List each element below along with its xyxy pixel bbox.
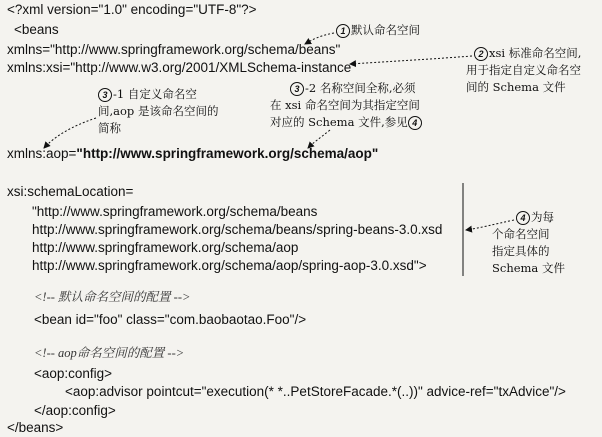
arrow-note-2: [350, 56, 472, 64]
note-2-line-3: 间的 Schema 文件: [466, 80, 566, 94]
note-3-1: 3 -1 自定义命名空: [98, 86, 197, 102]
circled-number-4: 4: [516, 211, 530, 225]
circled-number-1: 1: [336, 24, 350, 38]
xml-declaration: <?xml version="1.0" encoding="UTF-8"?>: [7, 2, 257, 17]
aop-namespace-prefix: xmlns:aop=: [7, 146, 77, 161]
note-1: 1 默认命名空间: [336, 22, 420, 38]
xsi-namespace-line: xmlns:xsi="http://www.w3.org/2001/XMLSchema-instance": [7, 60, 357, 75]
aop-advisor-line: <aop:advisor pointcut="execution(* *..PetStoreFacade.*(..))" advice-ref="txAdvice"/>: [65, 384, 566, 399]
note-3-2-line-2: 在 xsi 命名空间为其指定空间: [270, 98, 420, 112]
circled-number-2: 2: [474, 47, 488, 61]
beans-open-tag: <beans: [14, 22, 59, 37]
aop-config-close: </aop:config>: [34, 403, 116, 418]
arrow-note-1: [305, 33, 334, 44]
note-4-line-4: Schema 文件: [492, 261, 565, 275]
arrow-note-3-2: [308, 130, 330, 148]
aop-config-open: <aop:config>: [34, 366, 113, 381]
schema-location-attr: xsi:schemaLocation=: [7, 184, 134, 199]
schema-location-line-3: http://www.springframework.org/schema/aop: [32, 240, 299, 255]
schema-location-line-4: http://www.springframework.org/schema/aop/spring-aop-3.0.xsd">: [32, 258, 427, 273]
aop-namespace-value: "http://www.springframework.org/schema/aop": [76, 146, 379, 161]
note-3-1-line-3: 简称: [98, 121, 121, 135]
schema-location-line-2: http://www.springframework.org/schema/beans/spring-beans-3.0.xsd: [32, 222, 443, 237]
comment-default-namespace: <!-- 默认命名空间的配置 -->: [34, 290, 191, 304]
note-4: 4 为每: [516, 209, 554, 225]
bean-foo-line: <bean id="foo" class="com.baobaotao.Foo"/>: [34, 312, 307, 327]
circled-number-ref-4: 4: [408, 116, 422, 130]
arrow-note-4: [466, 220, 514, 230]
default-namespace-line: xmlns="http://www.springframework.org/schema/beans": [7, 42, 341, 57]
schema-location-line-1: "http://www.springframework.org/schema/beans: [32, 204, 318, 219]
note-4-line-3: 指定具体的: [492, 244, 550, 258]
circled-number-3-1: 3: [98, 88, 112, 102]
comment-aop-namespace: <!-- aop命名空间的配置 -->: [34, 346, 185, 360]
arrow-note-3-1: [44, 118, 96, 148]
note-2: 2 xsi 标准命名空间,: [474, 45, 581, 61]
circled-number-3-2: 3: [290, 82, 304, 96]
note-3-2-line-3: 对应的 Schema 文件,参见 4: [270, 114, 423, 130]
note-3-2: 3 -2 名称空间全称,必须: [290, 80, 416, 96]
note-3-1-line-2: 间,aop 是该命名空间的: [98, 104, 219, 118]
note-4-line-2: 个命名空间: [492, 227, 550, 241]
beans-close-tag: </beans>: [7, 420, 64, 435]
note-2-line-2: 用于指定自定义命名空: [466, 63, 581, 77]
